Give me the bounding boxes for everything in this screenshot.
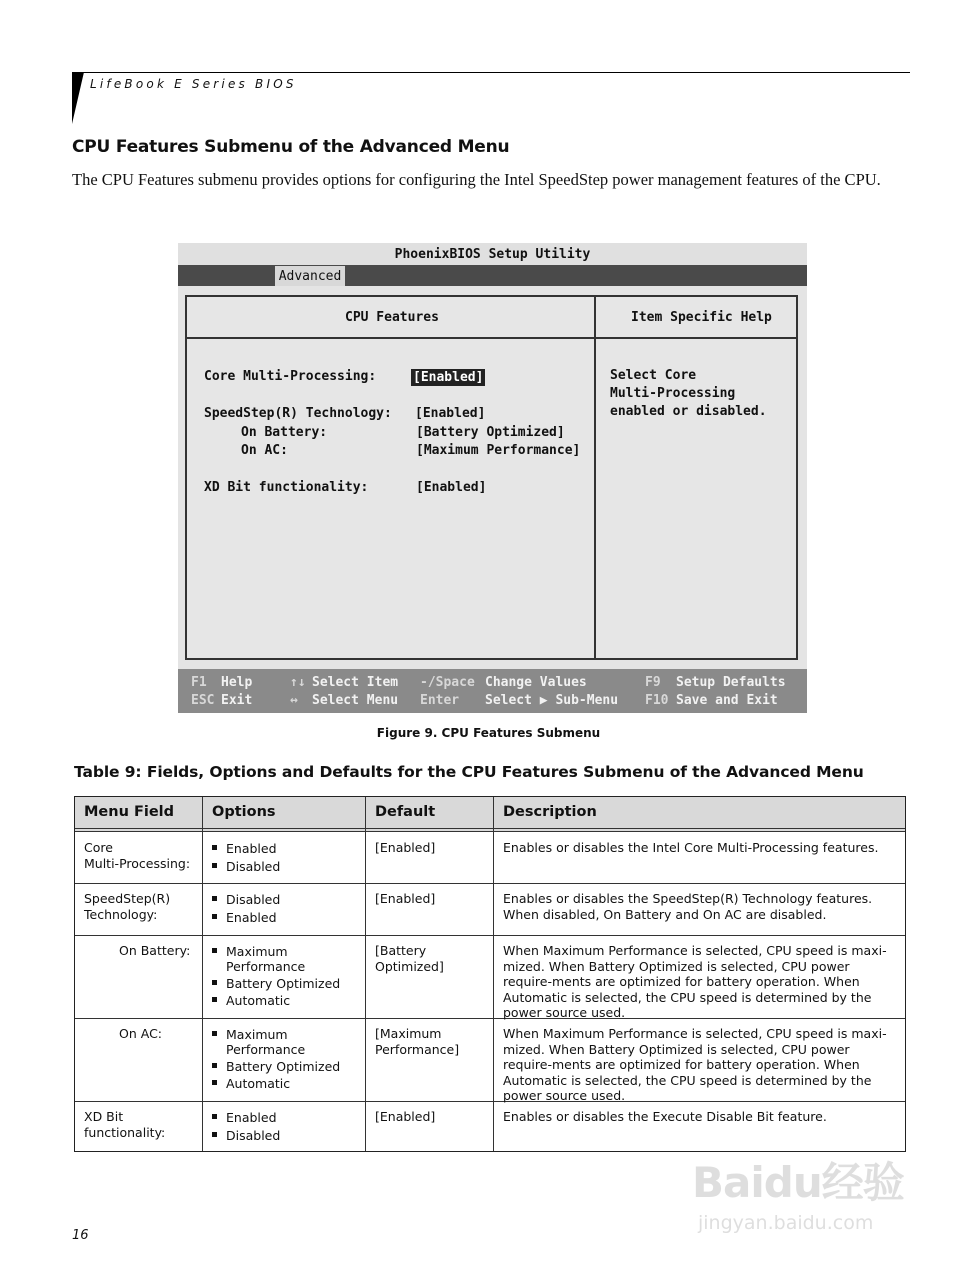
bios-screenshot <box>178 243 807 713</box>
key-enter: Enter <box>420 693 460 708</box>
key-f1: F1 <box>191 675 207 690</box>
bios-tab-advanced[interactable]: Advanced <box>275 266 345 286</box>
table-cell-field: XD Bit functionality: <box>84 1109 166 1140</box>
key-updown-arrows-icon: ↑↓ <box>290 675 306 690</box>
bios-heading-divider <box>187 337 796 339</box>
table-option-bullet: Automatic <box>226 993 291 1008</box>
header-rule <box>72 72 910 73</box>
key-f1-label: Help <box>221 675 253 690</box>
table-option-bullet: Maximum Performance <box>226 944 306 974</box>
page-number: 16 <box>72 1228 89 1243</box>
header-tab-mark <box>72 72 84 124</box>
figure-caption: Figure 9. CPU Features Submenu <box>376 726 601 740</box>
table-header-cell: Description <box>503 804 597 820</box>
table-cell-description: Enables or disables the Execute Disable Bit feature. <box>503 1109 827 1124</box>
table-column-rule <box>202 797 203 1151</box>
bios-left-heading: CPU Features <box>345 310 439 325</box>
key-leftright-arrows-icon: ↔ <box>290 693 298 708</box>
bios-item-value[interactable]: [Enabled] <box>416 480 487 495</box>
table-row-rule <box>75 935 905 936</box>
table-cell-default: [Enabled] <box>375 1109 436 1124</box>
key-f9: F9 <box>645 675 661 690</box>
baidu-watermark <box>692 1150 922 1245</box>
running-title: LifeBook E Series BIOS <box>90 77 297 91</box>
bios-item-label: SpeedStep(R) Technology: <box>204 406 392 421</box>
key-f10-label: Save and Exit <box>676 693 778 708</box>
table-option-bullet: Disabled <box>226 1128 281 1143</box>
table-cell-default: [Enabled] <box>375 840 436 855</box>
bios-menubar <box>178 265 807 286</box>
bios-item-value[interactable]: [Enabled] <box>415 406 486 421</box>
table-header-row <box>75 797 905 832</box>
watermark-url: jingyan.baidu.com <box>698 1212 874 1234</box>
table-option-bullet: Disabled <box>226 859 281 874</box>
bios-right-heading: Item Specific Help <box>631 310 772 325</box>
bios-item-value[interactable]: [Battery Optimized] <box>416 425 565 440</box>
table-cell-field: SpeedStep(R) Technology: <box>84 891 171 922</box>
table-option-bullet: Automatic <box>226 1076 291 1091</box>
options-table <box>74 796 906 1152</box>
key-leftright-label: Select Menu <box>312 693 399 708</box>
table-column-rule <box>365 797 366 1151</box>
bios-selected-value[interactable]: [Enabled] <box>413 370 484 385</box>
table-cell-field: On Battery: <box>119 943 191 958</box>
table-row-rule <box>75 883 905 884</box>
bios-column-divider <box>594 297 596 658</box>
bios-item-label: XD Bit functionality: <box>204 480 369 495</box>
bios-title: PhoenixBIOS Setup Utility <box>178 243 807 265</box>
table-option-bullet: Disabled <box>226 892 281 907</box>
table-title: Table 9: Fields, Options and Defaults for the CPU Features Submenu of the Advanced Menu <box>74 763 864 781</box>
table-header-cell: Options <box>212 804 276 820</box>
table-cell-description: When Maximum Performance is selected, CPU speed is maxi-mized. When Battery Optimized is selected, CPU power require-ments are optimized for battery operation. When Automatic is selected, the CPU speed is determined by the power source used. <box>503 1026 887 1104</box>
bios-footer <box>178 669 807 713</box>
table-option-bullet: Battery Optimized <box>226 1059 341 1074</box>
table-cell-default: [Battery Optimized] <box>375 943 444 974</box>
table-cell-description: Enables or disables the SpeedStep(R) Technology features. When disabled, On Battery and On AC are disabled. <box>503 891 873 922</box>
key-change-label: Change Values <box>485 675 587 690</box>
bios-item-label: Core Multi-Processing: <box>204 369 377 384</box>
key-updown-label: Select Item <box>312 675 399 690</box>
table-cell-field: Core Multi-Processing: <box>84 840 191 871</box>
bios-item-value[interactable]: [Maximum Performance] <box>416 443 581 458</box>
section-intro: The CPU Features submenu provides options for configuring the Intel SpeedStep power management features of the CPU. <box>72 170 881 189</box>
bios-item-label: On Battery: <box>241 425 328 440</box>
table-option-bullet: Enabled <box>226 910 277 925</box>
bios-main-frame <box>185 295 798 660</box>
table-option-bullet: Maximum Performance <box>226 1027 306 1057</box>
key-esc: ESC <box>191 693 215 708</box>
bios-help-text: Select Core Multi-Processing enabled or disabled. <box>610 368 767 419</box>
section-title: CPU Features Submenu of the Advanced Menu <box>72 137 510 157</box>
table-header-cell: Default <box>375 804 436 820</box>
key-esc-label: Exit <box>221 693 253 708</box>
bios-item-label: On AC: <box>241 443 288 458</box>
key-enter-label: Select ▶ Sub-Menu <box>485 693 619 708</box>
key-f10: F10 <box>645 693 669 708</box>
table-cell-description: When Maximum Performance is selected, CPU speed is maxi-mized. When Battery Optimized is selected, CPU power require-ments are optimized for battery operation. When Automatic is selected, the CPU speed is determined by the power source used. <box>503 943 887 1021</box>
table-column-rule <box>493 797 494 1151</box>
table-cell-default: [Maximum Performance] <box>375 1026 460 1057</box>
table-cell-default: [Enabled] <box>375 891 436 906</box>
table-cell-field: On AC: <box>119 1026 163 1041</box>
bios-item-value-selected[interactable] <box>411 370 485 385</box>
table-option-bullet: Battery Optimized <box>226 976 341 991</box>
table-option-bullet: Enabled <box>226 841 277 856</box>
watermark-logo: Baidu经验 <box>692 1158 904 1207</box>
table-option-bullet: Enabled <box>226 1110 277 1125</box>
table-header-cell: Menu Field <box>84 804 175 820</box>
table-cell-description: Enables or disables the Intel Core Multi-Processing features. <box>503 840 879 855</box>
key-change: -/Space <box>420 675 475 690</box>
key-f9-label: Setup Defaults <box>676 675 786 690</box>
